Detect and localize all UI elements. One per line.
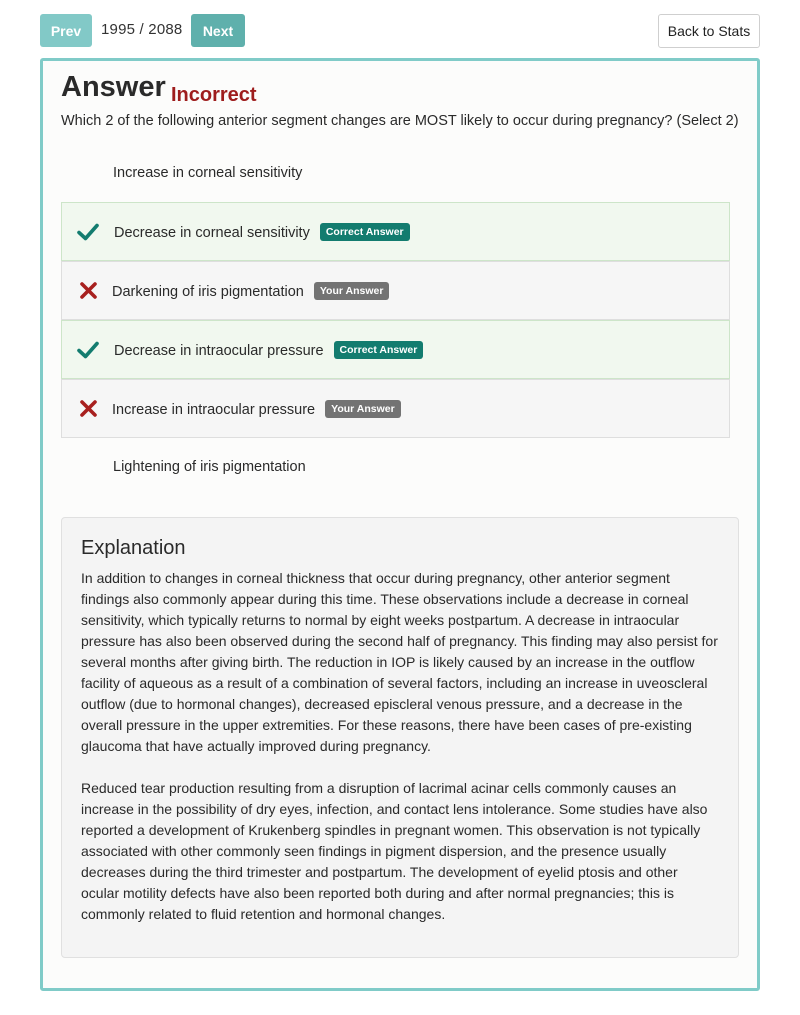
option-text: Increase in intraocular pressure Your Answer bbox=[112, 401, 401, 419]
result-label: Incorrect bbox=[171, 84, 257, 106]
your-answer-badge: Your Answer bbox=[325, 400, 401, 418]
top-navigation bbox=[40, 14, 760, 48]
option-text: Decrease in intraocular pressure Correct Answer bbox=[114, 342, 423, 360]
explanation-title: Explanation bbox=[81, 537, 186, 559]
answer-option-wrong bbox=[61, 261, 730, 320]
next-button[interactable]: Next bbox=[191, 14, 245, 47]
option-text: Darkening of iris pigmentation Your Answer bbox=[112, 283, 389, 301]
your-answer-badge: Your Answer bbox=[314, 282, 390, 300]
question-text: Which 2 of the following anterior segment changes are MOST likely to occur during pregnancy? (Select 2) bbox=[61, 113, 739, 129]
correct-answer-badge: Correct Answer bbox=[334, 341, 424, 359]
check-icon bbox=[77, 221, 99, 243]
x-icon bbox=[78, 280, 100, 302]
answer-option-wrong bbox=[61, 379, 730, 438]
answer-option bbox=[61, 145, 730, 204]
prev-button[interactable]: Prev bbox=[40, 14, 92, 47]
check-icon bbox=[77, 339, 99, 361]
back-to-stats-button[interactable]: Back to Stats bbox=[658, 14, 760, 48]
answer-card bbox=[40, 58, 760, 991]
answer-option bbox=[61, 438, 730, 497]
option-text: Decrease in corneal sensitivity Correct Answer bbox=[114, 224, 410, 242]
question-counter: 1995 / 2088 bbox=[101, 21, 183, 38]
answer-option-correct bbox=[61, 202, 730, 261]
option-text: Lightening of iris pigmentation bbox=[113, 459, 306, 475]
option-text: Increase in corneal sensitivity bbox=[113, 165, 303, 181]
x-icon bbox=[78, 398, 100, 420]
answer-option-correct bbox=[61, 320, 730, 379]
answer-heading: Answer bbox=[61, 71, 166, 103]
explanation-panel bbox=[61, 517, 739, 958]
explanation-paragraph: Reduced tear production resulting from a disruption of lacrimal acinar cells commonly causes an increase in the possibility of dry eyes, infection, and contact lens intolerance. Some studies have also reported a development of Krukenberg spindles in pregnant women. This observation is not typically associated with other commonly seen findings in pigment dispersion, and the presence usually decreases during the third trimester and postpartum. The development of eyelid ptosis and other ocular motility defects have also been reported both during and after normal pregnancies; this is commonly related to fluid retention and hormonal changes. bbox=[81, 780, 708, 922]
explanation-paragraph: In addition to changes in corneal thickness that occur during pregnancy, other anterior segment findings also commonly appear during this time. These observations include a decrease in corneal sensitivity, which typically returns to normal by eight weeks postpartum. A decrease in intraocular pressure has also been observed during the second half of pregnancy. This finding may also persist for several months after giving birth. The reduction in IOP is likely caused by an increase in the outflow facility of aqueous as a result of a combination of several factors, including an increase in uveoscleral outflow (due to hormonal changes), decreased episcleral venous pressure, and a decrease in the overall pressure in the upper extremities. For these reasons, there have been cases of pre-existing glaucoma that have actually improved during pregnancy. bbox=[81, 570, 718, 754]
correct-answer-badge: Correct Answer bbox=[320, 223, 410, 241]
